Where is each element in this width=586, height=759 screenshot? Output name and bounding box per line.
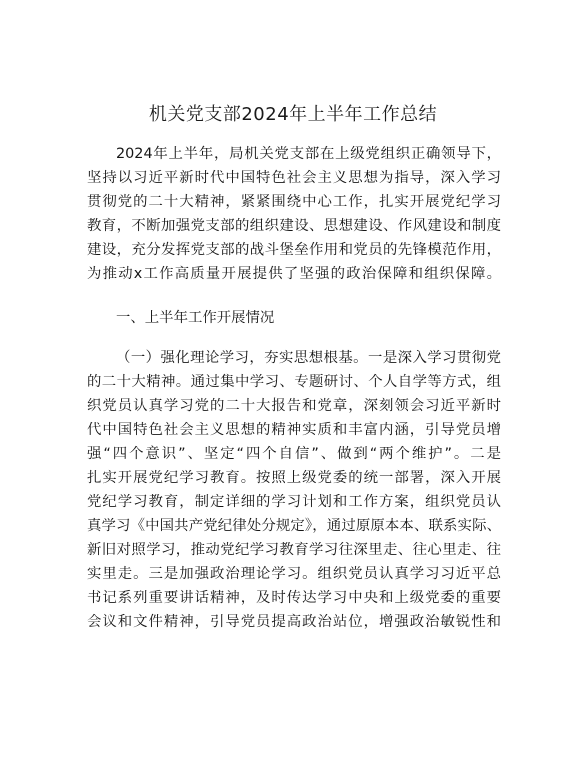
paragraph-line: 2024年上半年，局机关党支部在上级党组织正确领导下， <box>116 146 501 162</box>
paragraph-line: 会议和文件精神，引导党员提高政治站位，增强政治敏锐性和 <box>87 614 501 630</box>
paragraph-line: 真学习《中国共产党纪律处分规定》，通过原原本本、联系实际、 <box>87 518 501 534</box>
paragraph-line: 为推动x工作高质量开展提供了坚强的政治保障和组织保障。 <box>87 266 501 282</box>
document-title: 机关党支部2024年上半年工作总结 <box>148 104 438 125</box>
section-heading: 一、上半年工作开展情况 <box>116 310 275 326</box>
paragraph-line: 教育，不断加强党支部的组织建设、思想建设、作风建设和制度 <box>87 218 501 234</box>
paragraph-line: 坚持以习近平新时代中国特色社会主义思想为指导，深入学习 <box>87 170 501 186</box>
paragraph-line: 书记系列重要讲话精神，及时传达学习中央和上级党委的重要 <box>87 590 501 606</box>
paragraph-line: 党纪学习教育，制定详细的学习计划和工作方案，组织党员认 <box>87 494 501 510</box>
paragraph-line: 建设，充分发挥党支部的战斗堡垒作用和党员的先锋模范作用， <box>87 242 501 258</box>
paragraph-line: 的二十大精神。通过集中学习、专题研讨、个人自学等方式，组 <box>87 374 501 390</box>
paragraph-line: 新旧对照学习，推动党纪学习教育学习往深里走、往心里走、往 <box>87 542 501 558</box>
paragraph-line: 织党员认真学习党的二十大报告和党章，深刻领会习近平新时 <box>87 398 501 414</box>
paragraph-line: （一）强化理论学习，夯实思想根基。一是深入学习贯彻党 <box>116 350 501 366</box>
paragraph-line: 扎实开展党纪学习教育。按照上级党委的统一部署，深入开展 <box>87 470 501 486</box>
paragraph-line: 实里走。三是加强政治理论学习。组织党员认真学习习近平总 <box>87 566 501 582</box>
paragraph-line: 代中国特色社会主义思想的精神实质和丰富内涵，引导党员增 <box>87 422 501 438</box>
paragraph-line: 贯彻党的二十大精神，紧紧围绕中心工作，扎实开展党纪学习 <box>87 194 501 210</box>
paragraph-line: 强“四个意识”、坚定“四个自信”、做到“两个维护”。二是 <box>87 446 501 462</box>
